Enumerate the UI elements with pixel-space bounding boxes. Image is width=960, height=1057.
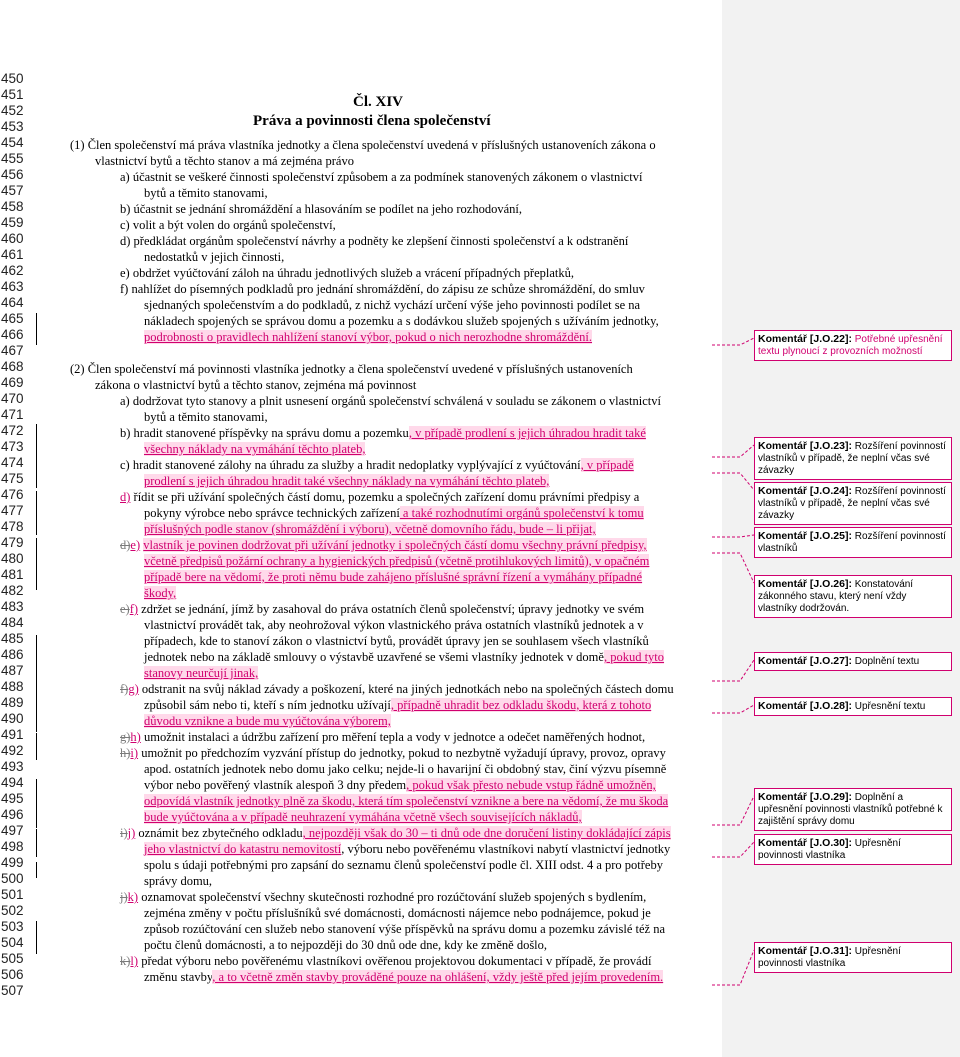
text-run: b) hradit stanovené příspěvky na správu domu a pozemku — [120, 426, 409, 440]
inserted-text: důvodu vznikne a bude mu vyúčtována výborem, — [144, 714, 391, 728]
inserted-label: h) — [130, 730, 141, 744]
comment-box[interactable] — [754, 652, 952, 671]
inserted-label: i) — [130, 746, 139, 760]
comment-leader-line — [712, 338, 754, 345]
text-run: zejména změny v počtu příslušníků své domácnosti, domácnosti nájemce nebo podnájemce, pokud je — [144, 906, 651, 920]
line-number: 470 — [1, 391, 24, 406]
comment-leader-line — [712, 553, 754, 583]
inserted-label: f) — [129, 602, 139, 616]
text-run: , výboru nebo pověřenému vlastníkovi nabytí vlastnictví jednotky — [341, 842, 671, 856]
line-number: 494 — [1, 775, 24, 790]
inserted-text: , v případě prodlení s jejich úhradou hradit také — [408, 426, 646, 440]
text-run: vlastnictví provádět tak, aby neohrožoval výkon vlastnického práva ostatních vlastníků jednotek a v — [144, 618, 644, 632]
text-run: správy domu, — [144, 874, 213, 888]
line-number: 460 — [1, 231, 24, 246]
comment-label: Komentář [J.O.23]: — [758, 440, 852, 452]
comment-text: Potřebné upřesnění textu plynoucí z provozních možností — [758, 334, 943, 357]
comment-text: Upřesnění textu — [851, 701, 926, 712]
deleted-text: j) — [120, 890, 128, 904]
line-number: 468 — [1, 359, 24, 374]
comment-box[interactable] — [754, 482, 952, 525]
line-number: 466 — [1, 327, 24, 342]
line-number: 477 — [1, 503, 24, 518]
comment-text: Doplnění a upřesnění povinnosti vlastníků potřebné k zajištění správy domu — [758, 792, 943, 827]
inserted-text: , v případě — [580, 458, 634, 472]
text-run: jednotek nebo na základě smlouvy o výstavbě uzavřené se všemi vlastníky jednotek v domě — [144, 650, 604, 664]
text-run: a) dodržovat tyto stanovy a plnit usnesení orgánů společenství schválená v souladu se zákonem o vlastnictví — [120, 394, 661, 408]
comment-label: Komentář [J.O.27]: — [758, 655, 852, 667]
line-number: 471 — [1, 407, 24, 422]
line-number: 486 — [1, 647, 24, 662]
inserted-text: , případně uhradit bez odkladu škodu, která z tohoto — [390, 698, 652, 712]
comment-box[interactable] — [754, 834, 952, 865]
comment-leader-line — [712, 950, 754, 985]
inserted-text: , pokud tyto — [603, 650, 665, 664]
comment-leader-line — [712, 796, 754, 825]
deleted-text: d) — [120, 538, 131, 552]
line-number: 464 — [1, 295, 24, 310]
line-number: 454 — [1, 135, 24, 150]
text-run: výbor nebo pověřený vlastník alespoň 3 dny předem — [144, 778, 407, 792]
line-number: 499 — [1, 855, 24, 870]
line-number: 457 — [1, 183, 24, 198]
comment-text: Upřesnění povinnosti vlastníka — [758, 946, 901, 969]
text-run: bytů a těmito stanovami, — [144, 186, 268, 200]
line-number: 461 — [1, 247, 24, 262]
line-number: 506 — [1, 967, 24, 982]
line-number: 478 — [1, 519, 24, 534]
comment-label: Komentář [J.O.24]: — [758, 485, 852, 497]
line-number: 473 — [1, 439, 24, 454]
text-run: předat výboru nebo pověřenému vlastníkovi ověřenou projektovou dokumentaci v případě, že provádí — [138, 954, 652, 968]
comment-text: Rozšíření povinností vlastníků v případě, že neplní včas své závazky — [758, 441, 946, 476]
deleted-text: g) — [120, 730, 131, 744]
deleted-text: f) — [120, 682, 129, 696]
text-run: zákona o vlastnictví bytů a těchto stanov, zejména má povinnost — [95, 378, 417, 392]
text-run: změnu stavby — [144, 970, 213, 984]
line-number: 503 — [1, 919, 24, 934]
text-run: vlastnictví bytů a těchto stanov a má zejména právo — [95, 154, 354, 168]
line-number: 502 — [1, 903, 24, 918]
text-run: nákladech spojených se správou domu a pozemku a s dodávkou služeb spojených s užíváním jednotky, — [144, 314, 659, 328]
inserted-text: , pokud však přesto nebude vstup řádně umožněn, — [406, 778, 656, 792]
line-number: 479 — [1, 535, 24, 550]
line-number: 463 — [1, 279, 24, 294]
comment-label: Komentář [J.O.25]: — [758, 530, 852, 542]
line-number: 484 — [1, 615, 24, 630]
comment-label: Komentář [J.O.28]: — [758, 700, 852, 712]
comment-box[interactable] — [754, 330, 952, 361]
line-number: 490 — [1, 711, 24, 726]
deleted-text: i) — [120, 826, 128, 840]
line-number: 491 — [1, 727, 24, 742]
inserted-label: k) — [127, 890, 139, 904]
text-run: f) nahlížet do písemných podkladů pro jednání shromáždění, do zápisu ze schůze shromáždění, do smluv — [120, 282, 645, 296]
text-run: případech, kde to stanoví zákon o vlastnictví bytů, provádět úpravy jen se souhlasem všech vlastníků — [144, 634, 649, 648]
line-number: 474 — [1, 455, 24, 470]
text-run: způsobil sám nebo ti, kteří s ním jednotku užívají — [144, 698, 391, 712]
text-run: apod. ostatních jednotek nebo domu jako celku; nejde-li o havarijní či obdobný stav, činí výzvu písemně — [144, 762, 667, 776]
line-number: 498 — [1, 839, 24, 854]
deleted-text: e) — [120, 602, 130, 616]
text-run: (2) Člen společenství má povinnosti vlastníka jednotky a člena společenství uvedené v příslušných ustanoveních — [70, 362, 633, 376]
comment-box[interactable] — [754, 942, 952, 973]
comment-box[interactable] — [754, 788, 952, 831]
inserted-text: příslušných podle stanov (shromáždění i výboru), včetně domovního řádu, bude – li přijat, — [144, 522, 596, 536]
line-number: 487 — [1, 663, 24, 678]
comment-leader-line — [712, 705, 754, 713]
comment-box[interactable] — [754, 697, 952, 716]
text-run: oznamovat společenství všechny skutečnosti rozhodné pro rozúčtování služeb spojených s bydlením, — [138, 890, 647, 904]
text-run: počtu členů domácnosti, a to nejpozději do 30 dnů ode dne, kdy ke změně došlo, — [144, 938, 548, 952]
text-run: c) hradit stanovené zálohy na úhradu za služby a hradit nedoplatky vyplývající z vyúčtování — [120, 458, 581, 472]
line-number: 452 — [1, 103, 24, 118]
line-number: 453 — [1, 119, 24, 134]
inserted-text: , nejpozději však do 30 – ti dnů ode dne doručení listiny dokládající zápis — [302, 826, 671, 840]
line-number: 483 — [1, 599, 24, 614]
text-run: b) účastnit se jednání shromáždění a hlasováním se podílet na jeho rozhodování, — [120, 202, 522, 216]
comment-leader-line — [712, 473, 754, 490]
inserted-label: j) — [127, 826, 136, 840]
inserted-text: včetně předpisů požární ochrany a hygienických předpisů (včetně protihlukových limitů), v opačném — [144, 554, 650, 568]
comment-leader-line — [712, 660, 754, 681]
deleted-text: k) — [120, 954, 131, 968]
comment-box[interactable] — [754, 527, 952, 558]
comment-label: Komentář [J.O.29]: — [758, 791, 852, 803]
comment-leader-line — [712, 535, 754, 537]
comment-leader-line — [712, 842, 754, 857]
line-number: 458 — [1, 199, 24, 214]
inserted-label: d) — [120, 490, 131, 504]
comment-label: Komentář [J.O.30]: — [758, 837, 852, 849]
line-number: 505 — [1, 951, 24, 966]
line-number: 500 — [1, 871, 24, 886]
comment-label: Komentář [J.O.26]: — [758, 578, 852, 590]
inserted-label: l) — [130, 954, 139, 968]
comment-text: Upřesnění povinnosti vlastníka — [758, 838, 901, 861]
line-number: 504 — [1, 935, 24, 950]
comment-box[interactable] — [754, 575, 952, 618]
comment-text: Rozšíření povinností vlastníků v případě, že neplní včas své závazky — [758, 486, 946, 521]
line-number: 465 — [1, 311, 24, 326]
line-number: 495 — [1, 791, 24, 806]
inserted-text: prodlení s jejich úhradou hradit také všechny náklady na vymáhání těchto plateb, — [144, 474, 550, 488]
comment-box[interactable] — [754, 437, 952, 480]
text-run: umožnit instalaci a údržbu zařízení pro měření tepla a vody v jednotce a odečet naměřených hodnot, — [140, 730, 646, 744]
line-number: 489 — [1, 695, 24, 710]
inserted-text: bude vyúčtována a v případě neuhrazení vymáhána včetně všech souvisejících nákladů, — [144, 810, 582, 824]
line-number: 475 — [1, 471, 24, 486]
line-number: 467 — [1, 343, 24, 358]
comment-text: Konstatování zákonného stavu, který není vždy vlastníky dodržován. — [758, 579, 914, 614]
article-number: Čl. XIV — [353, 94, 404, 110]
inserted-text: vlastník je povinen dodržovat při užívání jednotky i společných částí domu všechny právní předpisy, — [143, 538, 647, 552]
line-number: 450 — [1, 71, 24, 86]
line-number: 462 — [1, 263, 24, 278]
line-number: 472 — [1, 423, 24, 438]
text-run: d) předkládat orgánům společenství návrhy a podněty ke zlepšení činnosti společenství a k odstranění — [120, 234, 629, 248]
inserted-label: g) — [128, 682, 139, 696]
inserted-text: odpovídá vlastník jednotky plně za škodu, která tím společenství vznikne a bere na vědomí, že mu škoda — [144, 794, 669, 808]
line-number: 476 — [1, 487, 24, 502]
line-number: 485 — [1, 631, 24, 646]
comment-label: Komentář [J.O.22]: — [758, 333, 852, 345]
line-number: 497 — [1, 823, 24, 838]
line-number: 492 — [1, 743, 24, 758]
comment-leader-line — [712, 445, 754, 457]
text-run: řídit se při užívání společných částí domu, pozemku a společných zařízení domu právními předpisy a — [130, 490, 640, 504]
text-run: pokyny výrobce nebo správce technických zařízení — [144, 506, 400, 520]
line-number: 456 — [1, 167, 24, 182]
text-run: spolu s údaji potřebnými pro zapsání do seznamu členů společenství podle čl. XIII odst. 4 a pro potřeby — [144, 858, 663, 872]
line-number: 507 — [1, 983, 24, 998]
deleted-text: h) — [120, 746, 131, 760]
text-run: a) účastnit se veškeré činnosti společenství způsobem a za podmínek stanovených zákonem o vlastnictví — [120, 170, 643, 184]
article-title: Práva a povinnosti člena společenství — [253, 113, 491, 129]
line-number: 493 — [1, 759, 24, 774]
line-number: 459 — [1, 215, 24, 230]
text-run: c) volit a být volen do orgánů společenství, — [120, 218, 336, 232]
inserted-text: případě bere na vědomí, že proti němu bude zahájeno příslušné správní řízení a vymáhány případné — [144, 570, 643, 584]
inserted-text: jeho vlastnictví do katastru nemovitostí — [144, 842, 342, 856]
comment-label: Komentář [J.O.31]: — [758, 945, 852, 957]
line-number: 496 — [1, 807, 24, 822]
comment-text: Rozšíření povinností vlastníků — [758, 531, 946, 554]
line-number: 501 — [1, 887, 24, 902]
inserted-text: a také rozhodnutími orgánů společenství k tomu — [399, 506, 644, 520]
text-run: umožnit po předchozím vyzvání přístup do jednotky, pokud to nezbytně vyžadují úpravy, provoz, opravy — [138, 746, 666, 760]
text-run: bytů a těmito stanovami, — [144, 410, 268, 424]
inserted-text: všechny náklady na vymáhání těchto plateb, — [144, 442, 366, 456]
text-run: zdržet se jednání, jímž by zasahoval do práva ostatních členů společenství; úpravy jednotky ve svém — [138, 602, 645, 616]
line-number: 480 — [1, 551, 24, 566]
text-run: odstranit na svůj náklad závady a poškození, které na jiných jednotkách nebo na společných částech domu — [138, 682, 674, 696]
line-number: 469 — [1, 375, 24, 390]
line-number: 482 — [1, 583, 24, 598]
text-run: sjednaných společenstvím a do podkladů, z nichž vychází určení výše jeho povinnosti podílet se na — [144, 298, 641, 312]
text-run: způsob rozúčtování cen služeb nebo stanovení výše příspěvků na správu domu a pozemku závislé též na — [144, 922, 666, 936]
inserted-text: podrobnosti o pravidlech nahlížení stanoví výbor, pokud o nich nerozhodne shromáždění. — [144, 330, 593, 344]
inserted-text: , a to včetně změn stavby prováděné pouze na ohlášení, vždy ještě před jejím provedením. — [212, 970, 664, 984]
text-run: e) obdržet vyúčtování záloh na úhradu jednotlivých služeb a vrácení případných přeplatků, — [120, 266, 574, 280]
comment-text: Doplnění textu — [851, 656, 920, 667]
text-run: nedostatků v jejich činnosti, — [144, 250, 285, 264]
line-number: 455 — [1, 151, 24, 166]
line-number: 488 — [1, 679, 24, 694]
inserted-text: stanovy neurčují jinak, — [144, 666, 259, 680]
text-run: oznámit bez zbytečného odkladu — [135, 826, 303, 840]
text-run: (1) Člen společenství má práva vlastníka jednotky a člena společenství uvedená v příslušných ustanoveních zákona o — [70, 138, 656, 152]
inserted-label: e) — [130, 538, 141, 552]
line-number: 451 — [1, 87, 24, 102]
inserted-text: škody, — [144, 586, 177, 600]
line-number: 481 — [1, 567, 24, 582]
